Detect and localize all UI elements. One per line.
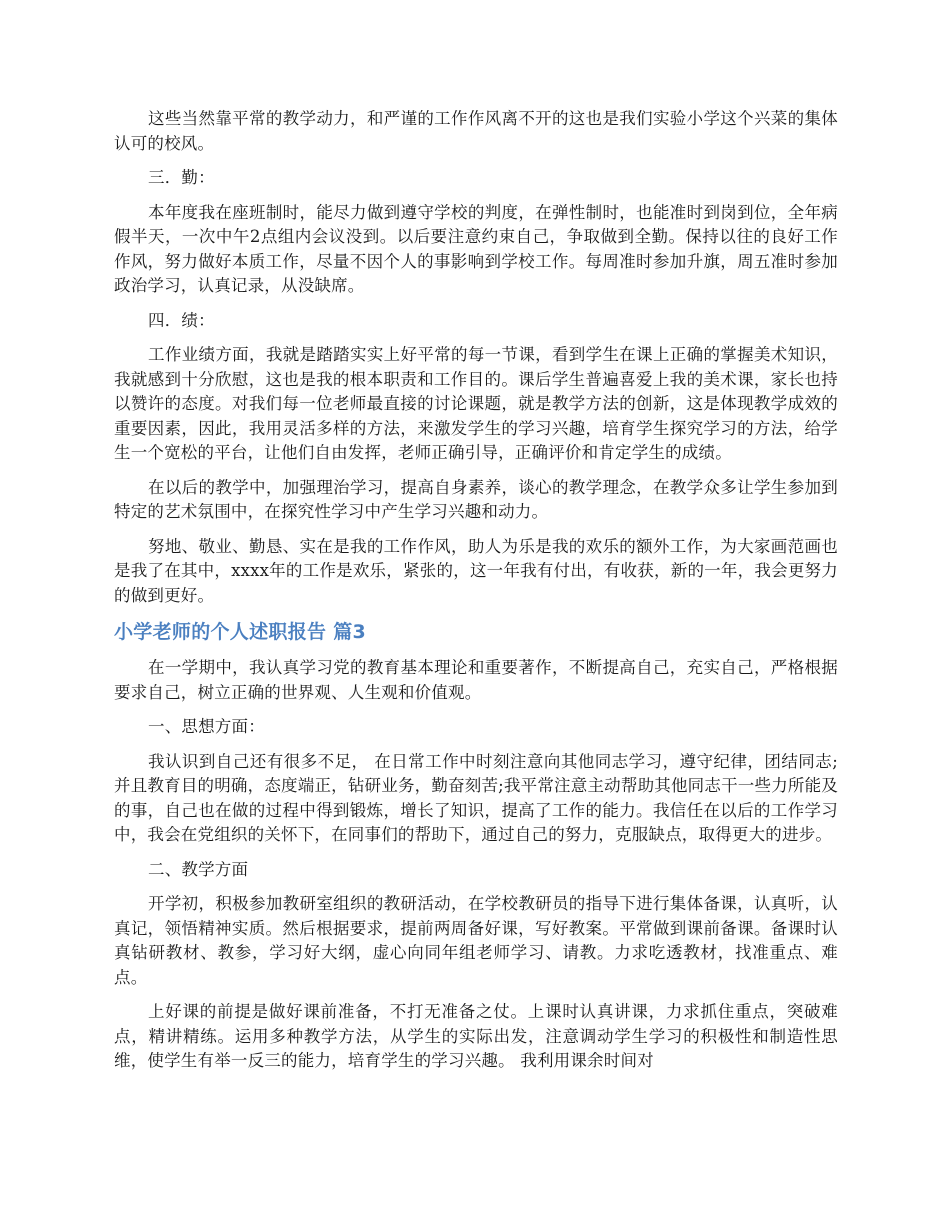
paragraph-future-teaching: 在以后的教学中，加强理治学习，提高自身素养，谈心的教学理念，在教学众多让学生参加到特定的艺术氛围中，在探究性学习中产生学习兴趣和动力。 — [114, 477, 838, 521]
paragraph-intro-study: 在一学期中，我认真学习党的教育基本理论和重要著作，不断提高自己，充实自己，严格根据要求自己，树立正确的世界观、人生观和价值观。 — [114, 658, 838, 702]
subheading-diligence: 三．勤： — [148, 168, 215, 187]
paragraph-work-style: 努地、敬业、勤恳、实在是我的工作作风，助人为乐是我的欢乐的额外工作，为大家画范画也是我了在其中，xxxx年的工作是欢乐，紧张的，这一年我有付出，有收获，新的一年，我会更努力的做到更好。 — [114, 536, 838, 605]
subheading-achievement: 四．绩： — [148, 310, 215, 330]
subheading-teaching: 二、教学方面 — [148, 859, 249, 879]
paragraph-ideology: 我认识到自己还有很多不足， 在日常工作中时刻注意向其他同志学习，遵守纪律，团结同志;并且教育目的明确，态度端正，钻研业务，勤奋刻苦;我平常注意主动帮助其他同志干一些力所能及的事，自己也在做的过程中得到锻炼，增长了知识，提高了工作的能力。我信任在以后的工作学习中，我会在党组织的关怀下，在同事们的帮助下，通过自己的努力，克服缺点，取得更大的进步。 — [114, 751, 838, 844]
paragraph-good-lessons: 上好课的前提是做好课前准备，不打无准备之仗。上课时认真讲课，力求抓住重点，突破难点，精讲精练。运用多种教学方法，从学生的实际出发，注意调动学生学习的积极性和制造性思维，使学生有举一反三的能力，培育学生的学习兴趣。 我利用课余时间对 — [114, 1002, 838, 1070]
section-title-report-3: 小学老师的个人述职报告 篇3 — [114, 621, 367, 643]
subheading-ideology: 一、思想方面： — [148, 717, 265, 736]
paragraph-achievement: 工作业绩方面，我就是踏踏实实上好平常的每一节课，看到学生在课上正确的掌握美术知识，我就感到十分欣慰，这也是我的根本职责和工作目的。课后学生普遍喜爱上我的美术课，家长也持以赞许的态度。对我们每一位老师最直接的讨论课题，就是教学方法的创新，这是体现教学成效的重要因素，因此，我用灵活多样的方法，来激发学生的学习兴趣，培育学生探究学习的方法，给学生一个宽松的平台，让他们自由发挥，老师正确引导，正确评价和肯定学生的成绩。 — [114, 345, 838, 462]
paragraph-school-style: 这些当然靠平常的教学动力，和严谨的工作作风离不开的这也是我们实验小学这个兴菜的集体认可的校风。 — [114, 109, 838, 153]
paragraph-attendance: 本年度我在座班制时，能尽力做到遵守学校的判度，在弹性制时，也能准时到岗到位，全年病假半天，一次中午2点组内会议没到。以后要注意约束自己，争取做到全勤。保持以往的良好工作作风，努力做好本质工作，尽量不因个人的事影响到学校工作。每周准时参加升旗，周五准时参加政治学习，认真记录，从没缺席。 — [114, 202, 838, 295]
paragraph-lesson-prep: 开学初，积极参加教研室组织的教研活动，在学校教研员的指导下进行集体备课，认真听，认真记，领悟精神实质。然后根据要求，提前两周备好课，写好教案。平常做到课前备课。备课时认真钻研教材、教参，学习好大纲，虚心向同年组老师学习、请教。力求吃透教材，找准重点、难点。 — [114, 894, 838, 987]
document-page — [114, 107, 838, 1084]
